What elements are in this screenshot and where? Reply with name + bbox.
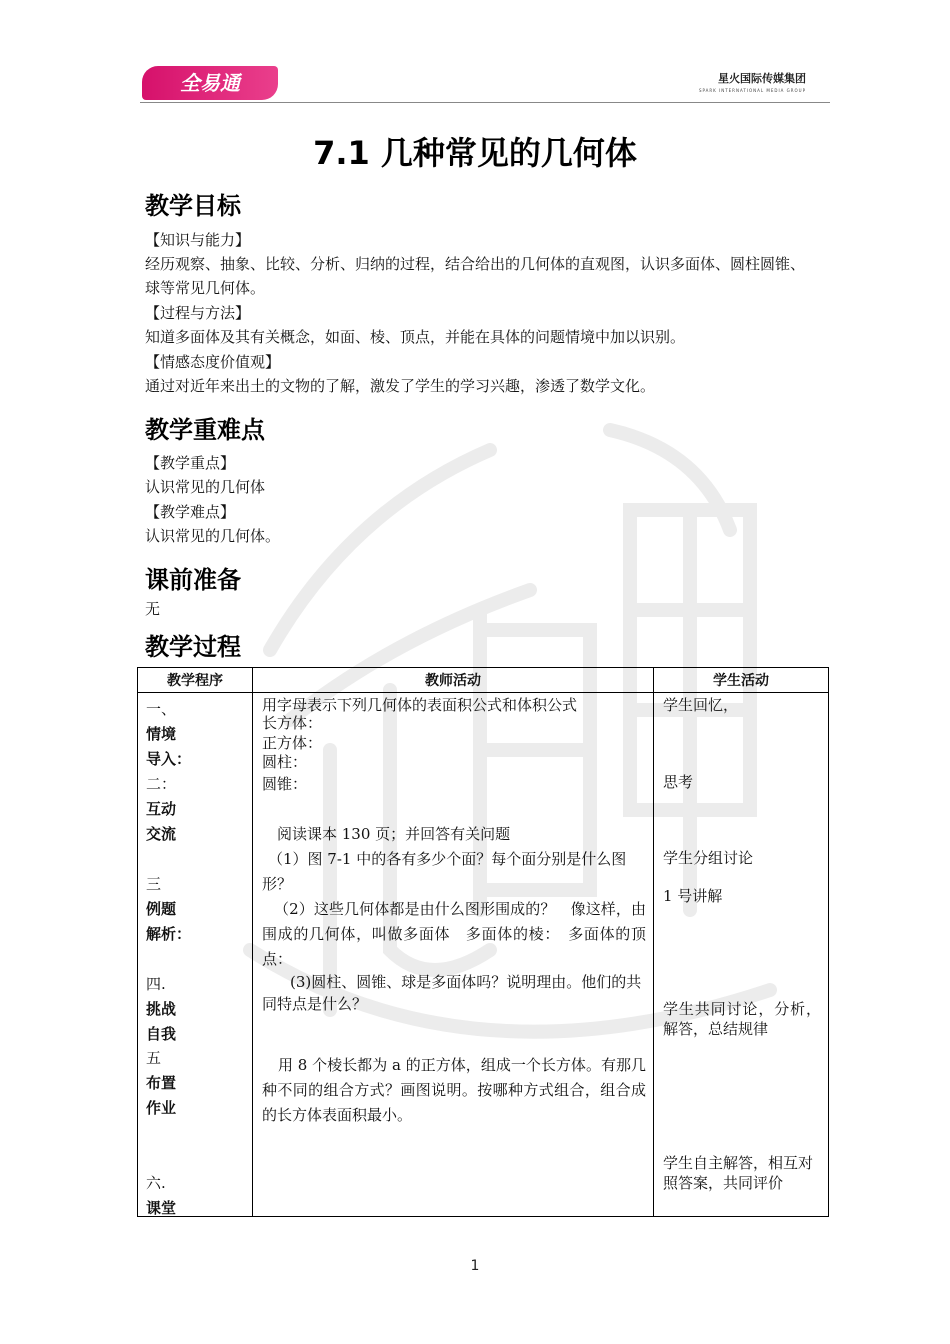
student-line-4: 1 号讲解	[663, 887, 723, 905]
step-5-number: 五	[146, 1049, 162, 1067]
step-2-number: 二：	[146, 775, 177, 793]
teacher-line-6: 阅读课本 130 页；并回答有关问题	[277, 825, 511, 843]
header-divider	[140, 102, 830, 103]
step-5-title: 布置	[146, 1074, 177, 1092]
teacher-line-4: 圆柱：	[262, 753, 308, 771]
text-difficulty: 认识常见的几何体。	[145, 527, 281, 545]
teacher-exercise: 用 8 个棱长都为 a 的正方体，组成一个长方体。有那几种不同的组合方式？画图说明。按哪种方式组合，组合成的长方体表面积最小。	[262, 1056, 646, 1124]
brand-name: 星火国际传媒集团	[718, 72, 806, 85]
step-3-number: 三	[146, 875, 162, 893]
text-emotion: 通过对近年来出土的文物的了解，激发了学生的学习兴趣，渗透了数学文化。	[145, 377, 656, 395]
step-4-title-2: 自我	[146, 1025, 177, 1043]
section-heading-goals: 教学目标	[145, 192, 241, 220]
teacher-question-1: （1）图 7-1 中的各有多少个面？每个面分别是什么图形？	[262, 850, 627, 893]
section-heading-process: 教学过程	[145, 633, 241, 661]
label-knowledge: 【知识与能力】	[145, 231, 251, 249]
teacher-question-2: （2）这些几何体都是由什么图形围成的？ 像这样，由 围成的几何体，叫做多面体 多面体的棱： 多面体的顶点：	[262, 900, 782, 968]
brand-subtitle: SPARK INTERNATIONAL MEDIA GROUP	[698, 88, 806, 93]
label-method: 【过程与方法】	[145, 304, 251, 322]
process-table	[137, 667, 829, 1217]
section-heading-key: 教学重难点	[145, 416, 265, 444]
teacher-line-5: 圆锥：	[262, 775, 308, 793]
table-row	[138, 693, 829, 1217]
student-line-1: 学生回忆，	[663, 696, 739, 714]
page-title: 7.1 几种常见的几何体	[313, 134, 637, 172]
page-number: 1	[470, 1258, 480, 1274]
teacher-line-3: 正方体：	[262, 734, 323, 752]
student-line-3: 学生分组讨论	[663, 849, 754, 867]
text-prep: 无	[145, 600, 161, 618]
step-2-title: 互动	[146, 800, 177, 818]
label-difficulty: 【教学难点】	[145, 503, 236, 521]
teacher-line-1: 用字母表示下列几何体的表面积公式和体积公式	[262, 696, 578, 714]
col-header-teacher: 教师活动	[253, 668, 654, 693]
student-line-2: 思考	[663, 773, 694, 791]
label-emotion: 【情感态度价值观】	[145, 353, 281, 371]
teacher-question-3: (3)圆柱、圆锥、球是多面体吗？说明理由。他们的共同特点是什么？	[262, 973, 642, 1013]
step-cell	[138, 693, 253, 1217]
col-header-step: 教学程序	[138, 668, 253, 693]
step-1-number: 一、	[146, 700, 177, 718]
student-cell	[654, 693, 829, 1217]
step-3-title: 例题	[146, 900, 177, 918]
step-4-number: 四.	[146, 975, 166, 993]
table-header-row	[138, 668, 829, 693]
text-knowledge: 经历观察、抽象、比较、分析、归纳的过程，结合给出的几何体的直观图，认识多面体、圆柱圆锥、球等常见几何体。	[145, 255, 806, 297]
section-heading-prep: 课前准备	[145, 566, 241, 594]
col-header-student: 学生活动	[654, 668, 829, 693]
text-focus: 认识常见的几何体	[145, 478, 266, 496]
step-5-title-2: 作业	[146, 1099, 177, 1117]
step-1-title: 情境	[146, 725, 177, 743]
student-line-6: 学生自主解答，相互对照答案，共同评价	[663, 1154, 814, 1192]
text-method: 知道多面体及其有关概念，如面、棱、顶点，并能在具体的问题情境中加以识别。	[145, 328, 686, 346]
logo: 全易通	[142, 66, 278, 100]
page-header	[138, 64, 830, 106]
step-6-number: 六.	[146, 1174, 166, 1192]
brand-block	[699, 70, 806, 93]
step-2-title-2: 交流	[146, 825, 177, 843]
step-3-title-2: 解析：	[146, 925, 192, 943]
step-1-title-2: 导入：	[146, 750, 192, 768]
step-4-title: 挑战	[146, 1000, 177, 1018]
step-6-title: 课堂	[146, 1199, 177, 1217]
teacher-line-2: 长方体：	[262, 714, 323, 732]
student-line-5: 学生共同讨论，分析，解答，总结规律	[663, 1000, 821, 1038]
label-focus: 【教学重点】	[145, 454, 236, 472]
